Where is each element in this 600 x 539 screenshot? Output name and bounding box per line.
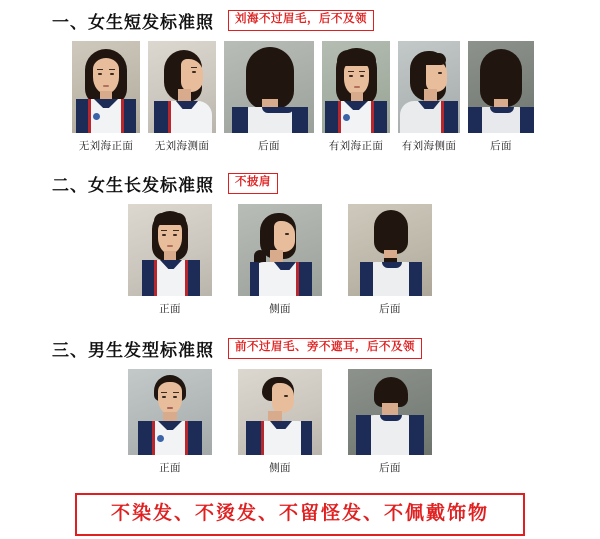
photo-caption: 后面 bbox=[379, 303, 401, 315]
photo-caption: 后面 bbox=[490, 140, 512, 152]
photo-caption: 有刘海正面 bbox=[328, 140, 384, 152]
photo-caption: 无刘海正面 bbox=[78, 140, 134, 152]
photo-caption: 侧面 bbox=[269, 462, 291, 474]
photo-cell bbox=[238, 369, 322, 475]
photo-caption: 正面 bbox=[159, 462, 181, 474]
photo-girl-long-side bbox=[238, 204, 322, 296]
section-boys-hair bbox=[0, 316, 600, 475]
section-title: 一、女生短发标准照 bbox=[52, 13, 214, 32]
photo-caption: 正面 bbox=[159, 303, 181, 315]
photo-girl-short-side-bang bbox=[398, 41, 460, 133]
section-header bbox=[0, 336, 600, 361]
section-title: 二、女生长发标准照 bbox=[52, 176, 214, 195]
photo-cell bbox=[468, 41, 534, 153]
photo-cell bbox=[224, 41, 314, 153]
photo-row-girls-long bbox=[0, 204, 600, 316]
section-note-badge: 前不过眉毛、旁不遮耳，后不及领 bbox=[228, 338, 422, 359]
photo-caption: 无刘海测面 bbox=[154, 140, 210, 152]
photo-girl-short-front-bang bbox=[322, 41, 390, 133]
photo-cell bbox=[128, 204, 212, 316]
photo-boy-back bbox=[348, 369, 432, 455]
photo-girl-short-front-nobang bbox=[72, 41, 140, 133]
section-girls-long-hair bbox=[0, 153, 600, 316]
photo-cell bbox=[322, 41, 390, 153]
photo-caption: 后面 bbox=[258, 140, 280, 152]
section-note-badge: 刘海不过眉毛，后不及领 bbox=[228, 10, 374, 31]
photo-girl-long-front bbox=[128, 204, 212, 296]
section-title: 三、男生发型标准照 bbox=[52, 341, 214, 360]
photo-caption: 侧面 bbox=[269, 303, 291, 315]
photo-cell bbox=[128, 369, 212, 475]
section-note-badge: 不披肩 bbox=[228, 173, 278, 194]
photo-caption: 有刘海侧面 bbox=[401, 140, 457, 152]
photo-girl-short-back2 bbox=[468, 41, 534, 133]
section-girls-short-hair bbox=[0, 0, 600, 153]
photo-cell bbox=[238, 204, 322, 316]
photo-girl-short-back bbox=[224, 41, 314, 133]
photo-cell bbox=[348, 204, 432, 316]
photo-row-boys bbox=[0, 369, 600, 475]
photo-caption: 后面 bbox=[379, 462, 401, 474]
photo-boy-side bbox=[238, 369, 322, 455]
photo-girl-long-back bbox=[348, 204, 432, 296]
photo-boy-front bbox=[128, 369, 212, 455]
section-header bbox=[0, 171, 600, 196]
photo-cell bbox=[148, 41, 216, 153]
photo-girl-short-side-nobang bbox=[148, 41, 216, 133]
rules-banner: 不染发、不烫发、不留怪发、不佩戴饰物 bbox=[75, 493, 525, 536]
photo-cell bbox=[398, 41, 460, 153]
section-header bbox=[0, 8, 600, 33]
photo-cell bbox=[348, 369, 432, 475]
photo-row-girls-short bbox=[0, 41, 600, 153]
photo-cell bbox=[72, 41, 140, 153]
